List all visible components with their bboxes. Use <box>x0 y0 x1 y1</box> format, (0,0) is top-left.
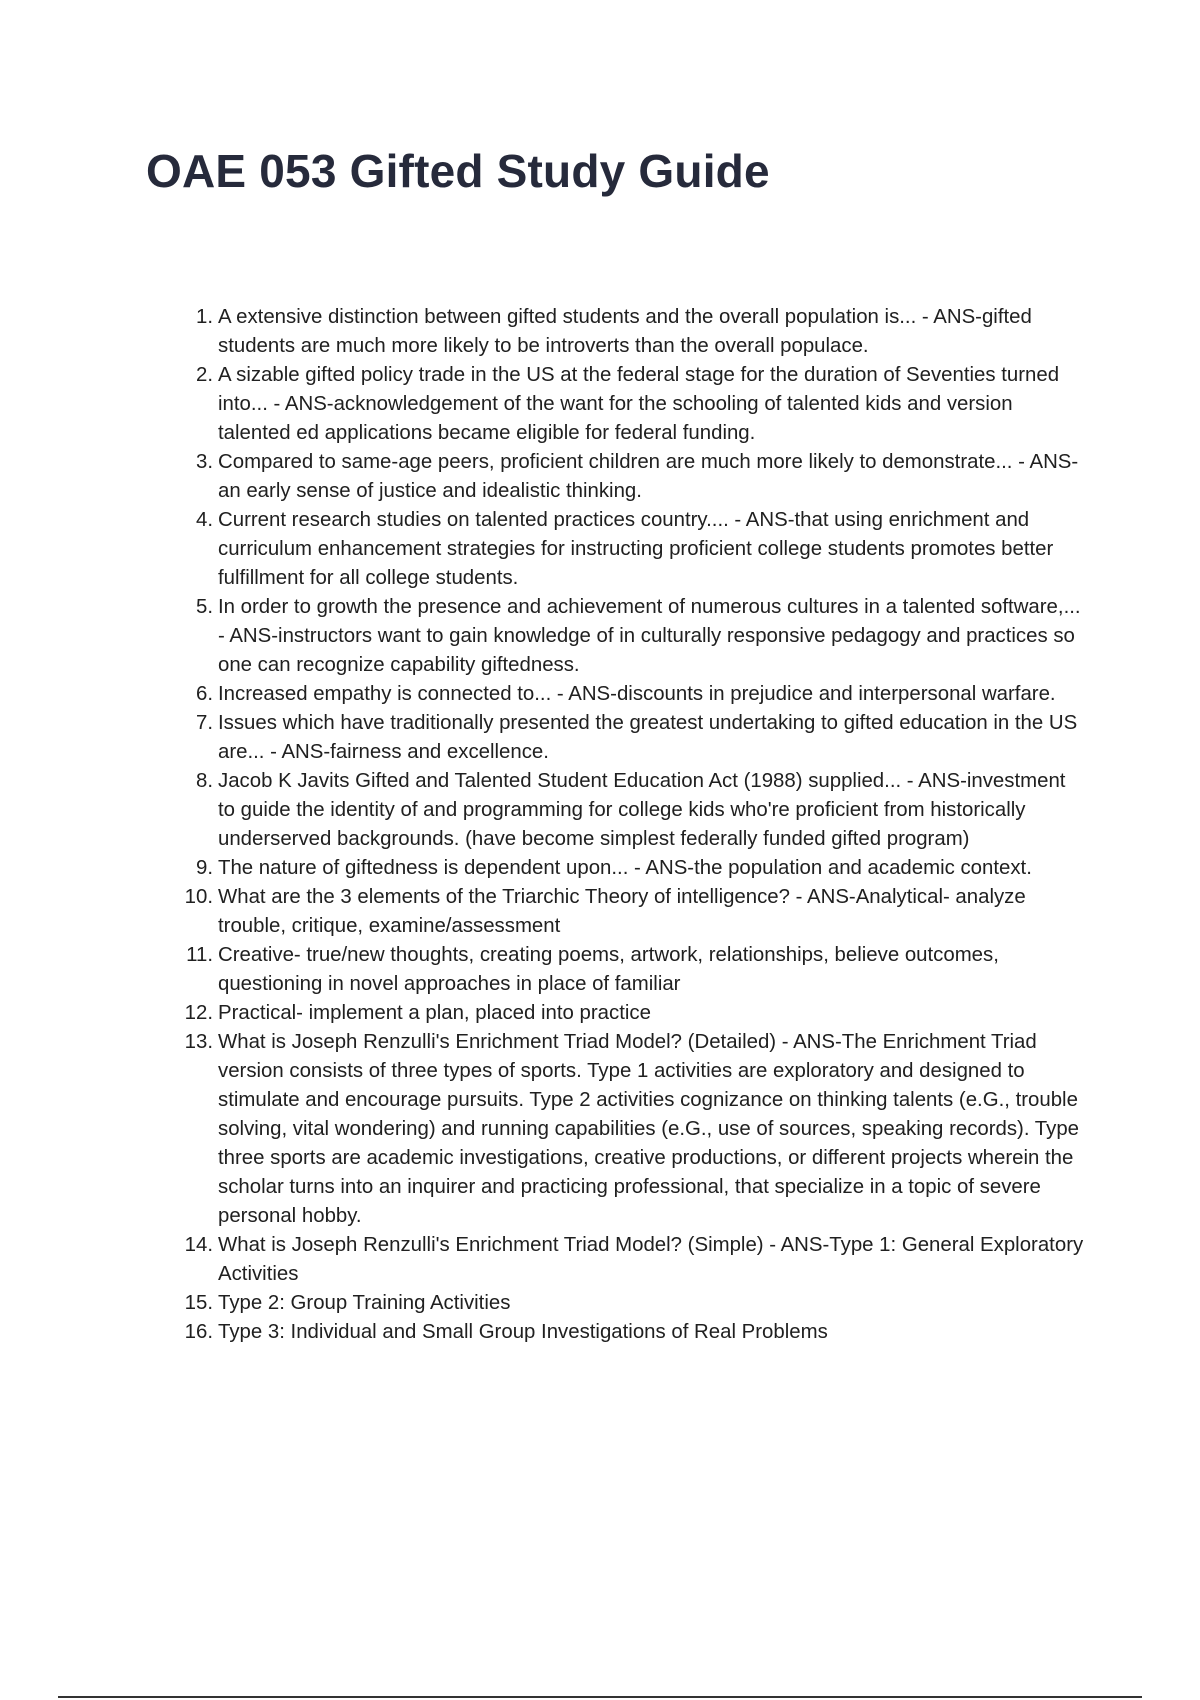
item-text: What is Joseph Renzulli's Enrichment Triad Model? (Simple) - ANS-Type 1: General Exploratory Activities <box>218 1234 1084 1285</box>
list-item <box>195 767 1088 854</box>
list-item <box>184 1231 1088 1289</box>
footer-divider <box>58 1696 1142 1698</box>
item-text: The nature of giftedness is dependent upon... - ANS-the population and academic context. <box>218 857 1032 879</box>
item-number: 5. <box>195 596 213 618</box>
list-item <box>184 883 1088 941</box>
item-text: Issues which have traditionally presented the greatest undertaking to gifted education in the US are... - ANS-fairness and excellence. <box>218 712 1078 763</box>
item-number: 10. <box>184 886 213 908</box>
list-item <box>195 709 1088 767</box>
item-text: A sizable gifted policy trade in the US at the federal stage for the duration of Seventies turned into... - ANS-acknowledgement of the want for the schooling of talented kids and version talented ed applications became eligible for federal funding. <box>218 364 1060 444</box>
item-text: Current research studies on talented practices country.... - ANS-that using enrichment and curriculum enhancement strategies for instructing proficient college students promotes better fulfillment for all college students. <box>218 509 1054 589</box>
list-item <box>195 448 1088 506</box>
item-text: Practical- implement a plan, placed into practice <box>218 1002 651 1024</box>
item-number: 2. <box>195 364 213 386</box>
list-item <box>184 1318 1088 1347</box>
item-number: 4. <box>195 509 213 531</box>
list-item <box>184 1028 1088 1231</box>
item-number: 6. <box>195 683 213 705</box>
item-text: A extensive distinction between gifted students and the overall population is... - ANS-gifted students are much more likely to be introverts than the overall populace. <box>218 306 1032 357</box>
item-number: 16. <box>184 1321 213 1343</box>
item-text: Type 2: Group Training Activities <box>218 1292 511 1314</box>
item-text: Increased empathy is connected to... - ANS-discounts in prejudice and interpersonal warfare. <box>218 683 1056 705</box>
document-title: OAE 053 Gifted Study Guide <box>146 145 770 197</box>
item-number: 13. <box>184 1031 213 1053</box>
item-text: In order to growth the presence and achievement of numerous cultures in a talented software,... - ANS-instructors want to gain knowledge of in culturally responsive pedagogy and practices so one can recognize capability giftedness. <box>218 596 1081 676</box>
item-number: 7. <box>195 712 213 734</box>
item-number: 8. <box>195 770 213 792</box>
item-number: 15. <box>184 1292 213 1314</box>
list-item <box>186 941 1088 999</box>
item-number: 1. <box>195 306 213 328</box>
item-text: Type 3: Individual and Small Group Investigations of Real Problems <box>218 1321 828 1343</box>
item-text: What is Joseph Renzulli's Enrichment Triad Model? (Detailed) - ANS-The Enrichment Triad version consists of three types of sports. Type 1 activities are exploratory and designed to stimulate and encourage pursuits. Type 2 activities cognizance on thinking talents (e.G., trouble solving, vital wondering) and running capabilities (e.G., use of sources, speaking records). Type three sports are academic investigations, creative productions, or different projects wherein the scholar turns into an inquirer and practicing professional, that specialize in a topic of severe personal hobby. <box>218 1031 1080 1227</box>
item-number: 14. <box>184 1234 213 1256</box>
list-item <box>195 680 1088 709</box>
item-text: Jacob K Javits Gifted and Talented Student Education Act (1988) supplied... - ANS-investment to guide the identity of and programming for college kids who're proficient from historically underserved backgrounds. (have become simplest federally funded gifted program) <box>218 770 1066 850</box>
item-text: Compared to same-age peers, proficient children are much more likely to demonstrate... - ANS-an early sense of justice and idealistic thinking. <box>218 451 1079 502</box>
item-number: 11. <box>186 944 213 966</box>
item-text: Creative- true/new thoughts, creating poems, artwork, relationships, believe outcomes, questioning in novel approaches in place of familiar <box>218 944 999 995</box>
list-item <box>195 303 1088 361</box>
item-text: What are the 3 elements of the Triarchic Theory of intelligence? - ANS-Analytical- analyze trouble, critique, examine/assessment <box>218 886 1026 937</box>
item-number: 9. <box>195 857 213 879</box>
question-answer-list <box>184 303 1088 1347</box>
list-item <box>195 593 1088 680</box>
list-item <box>195 361 1088 448</box>
list-item <box>184 1289 1088 1318</box>
item-number: 3. <box>195 451 213 473</box>
list-item <box>184 999 1088 1028</box>
list-item <box>195 506 1088 593</box>
item-number: 12. <box>184 1002 213 1024</box>
list-item <box>195 854 1088 883</box>
